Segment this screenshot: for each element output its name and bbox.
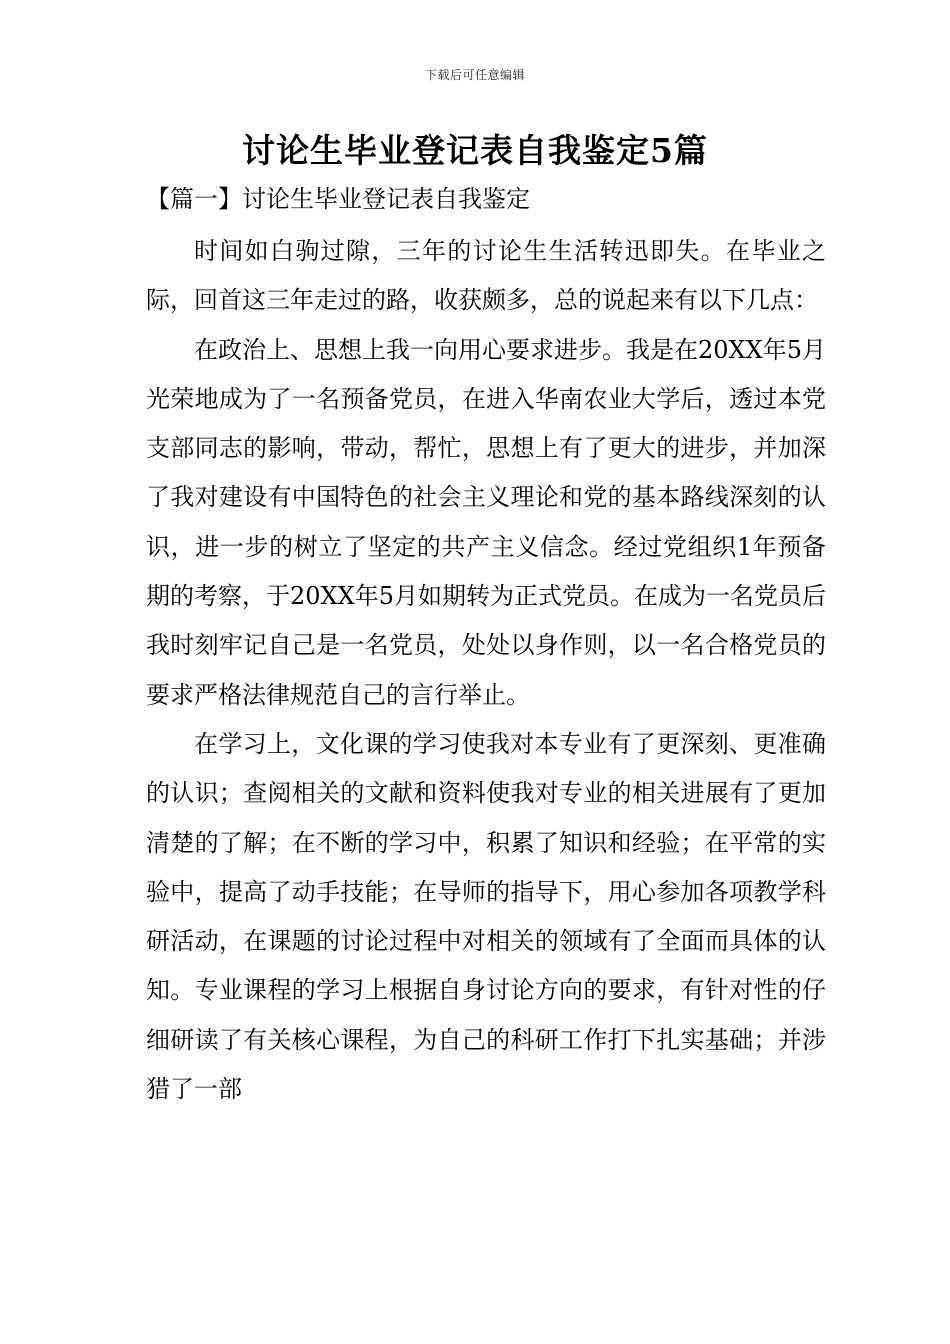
header-note: 下载后可任意编辑	[424, 68, 525, 82]
paragraph-politics: 在政治上、思想上我一向用心要求进步。我是在20XX年5月光荣地成为了一名预备党员，在进入华南农业大学后，透过本党支部同志的影响，带动，帮忙，思想上有了更大的进步，并加深了我对建设有中国特色的社会主义理论和党的基本路线深刻的认识，进一步的树立了坚定的共产主义信念。经过党组织1年预备期的考察，于20XX年5月如期转为正式党员。在成为一名党员后我时刻牢记自己是一名党员，处处以身作则，以一名合格党员的要求严格法律规范自己的言行举止。	[146, 335, 826, 709]
paragraph-study: 在学习上，文化课的学习使我对本专业有了更深刻、更准确的认识；查阅相关的文献和资料使我对专业的相关进展有了更加清楚的了解；在不断的学习中，积累了知识和经验；在平常的实验中，提高了动手技能；在导师的指导下，用心参加各项教学科研活动，在课题的讨论过程中对相关的领域有了全面而具体的认知。专业课程的学习上根据自身讨论方向的要求，有针对性的仔细研读了有关核心课程，为自己的科研工作打下扎实基础；并涉猎了一部	[146, 729, 826, 1104]
paragraph-intro: 时间如白驹过隙，三年的讨论生生活转迅即失。在毕业之际，回首这三年走过的路，收获颇多，总的说起来有以下几点：	[146, 237, 826, 315]
document-title: 讨论生毕业登记表自我鉴定5篇	[242, 131, 708, 170]
document-body	[146, 227, 826, 1114]
section-heading: 【篇一】讨论生毕业登记表自我鉴定	[146, 185, 530, 213]
